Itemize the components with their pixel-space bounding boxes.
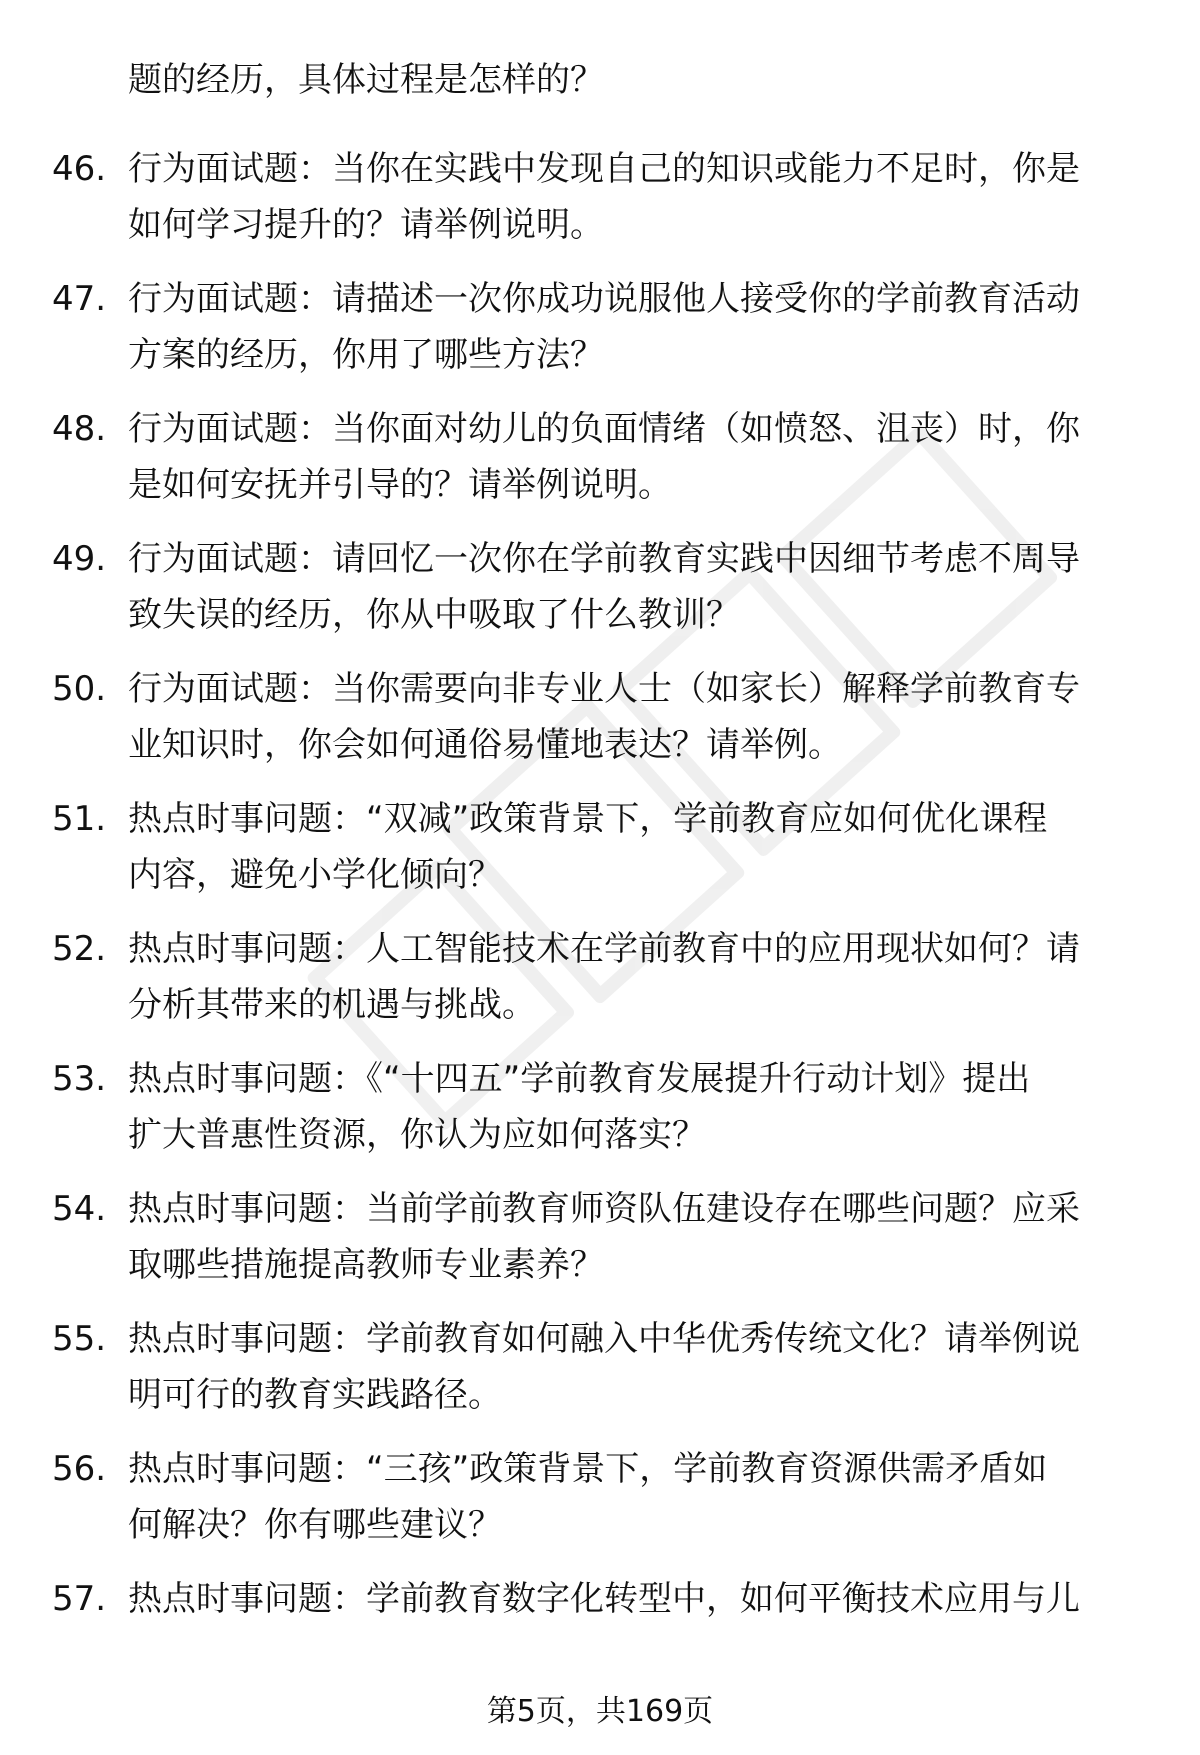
question-text [128, 401, 1138, 513]
question-text [128, 1181, 1138, 1293]
question-line: 热点时事问题：“三孩”政策背景下，学前教育资源供需矛盾如 [128, 1449, 1048, 1489]
question-item [0, 1051, 1200, 1163]
question-number: 49. [52, 539, 107, 579]
question-line: 热点时事问题：《“十四五”学前教育发展提升行动计划》提出 [128, 1059, 1031, 1099]
question-list [0, 141, 1200, 1701]
question-item [0, 401, 1200, 513]
question-line: 热点时事问题：学前教育数字化转型中，如何平衡技术应用与儿 [128, 1579, 1080, 1619]
question-line: 行为面试题：请描述一次你成功说服他人接受你的学前教育活动 [128, 279, 1080, 319]
question-number: 52. [52, 929, 107, 969]
question-number: 50. [52, 669, 107, 709]
question-text [128, 921, 1138, 1033]
question-line: 何解决？你有哪些建议？ [128, 1505, 502, 1545]
question-number: 51. [52, 799, 107, 839]
question-line: 业知识时，你会如何通俗易懂地表达？请举例。 [128, 725, 842, 765]
question-line: 内容，避免小学化倾向？ [128, 855, 502, 895]
question-line: 方案的经历，你用了哪些方法？ [128, 335, 604, 375]
question-item [0, 791, 1200, 903]
question-text [128, 1051, 1138, 1163]
question-number: 53. [52, 1059, 107, 1099]
question-line: 如何学习提升的？请举例说明。 [128, 205, 604, 245]
question-item [0, 1571, 1200, 1683]
question-item [0, 921, 1200, 1033]
question-number: 56. [52, 1449, 107, 1489]
question-number: 48. [52, 409, 107, 449]
question-line: 取哪些措施提高教师专业素养？ [128, 1245, 604, 1285]
continued-question-text: 题的经历，具体过程是怎样的？ [128, 60, 604, 100]
question-text [128, 1311, 1138, 1423]
question-number: 47. [52, 279, 107, 319]
question-line: 扩大普惠性资源，你认为应如何落实？ [128, 1115, 706, 1155]
question-line: 行为面试题：请回忆一次你在学前教育实践中因细节考虑不周导 [128, 539, 1080, 579]
question-line: 分析其带来的机遇与挑战。 [128, 985, 536, 1025]
question-text [128, 531, 1138, 643]
question-line: 热点时事问题：学前教育如何融入中华优秀传统文化？请举例说 [128, 1319, 1080, 1359]
question-line: 行为面试题：当你需要向非专业人士（如家长）解释学前教育专 [128, 669, 1080, 709]
question-item [0, 1441, 1200, 1553]
question-text [128, 791, 1138, 903]
question-item [0, 531, 1200, 643]
question-item [0, 1311, 1200, 1423]
question-number: 46. [52, 149, 107, 189]
question-line: 是如何安抚并引导的？请举例说明。 [128, 465, 672, 505]
question-line: 热点时事问题：人工智能技术在学前教育中的应用现状如何？请 [128, 929, 1080, 969]
question-line: 行为面试题：当你面对幼儿的负面情绪（如愤怒、沮丧）时，你 [128, 409, 1080, 449]
question-line: 致失误的经历，你从中吸取了什么教训？ [128, 595, 740, 635]
question-item [0, 1181, 1200, 1293]
question-text [128, 1441, 1138, 1553]
question-text [128, 661, 1138, 773]
question-item [0, 141, 1200, 253]
question-line: 明可行的教育实践路径。 [128, 1375, 502, 1415]
question-line: 热点时事问题：当前学前教育师资队伍建设存在哪些问题？应采 [128, 1189, 1080, 1229]
question-text [128, 1571, 1138, 1627]
page-footer: 第5页，共169页 [486, 1694, 714, 1729]
question-text [128, 141, 1138, 253]
question-text [128, 271, 1138, 383]
question-item [0, 271, 1200, 383]
question-number: 55. [52, 1319, 107, 1359]
question-line: 热点时事问题：“双减”政策背景下，学前教育应如何优化课程 [128, 799, 1048, 839]
question-number: 57. [52, 1579, 107, 1619]
question-item [0, 661, 1200, 773]
question-number: 54. [52, 1189, 107, 1229]
question-line: 行为面试题：当你在实践中发现自己的知识或能力不足时，你是 [128, 149, 1080, 189]
